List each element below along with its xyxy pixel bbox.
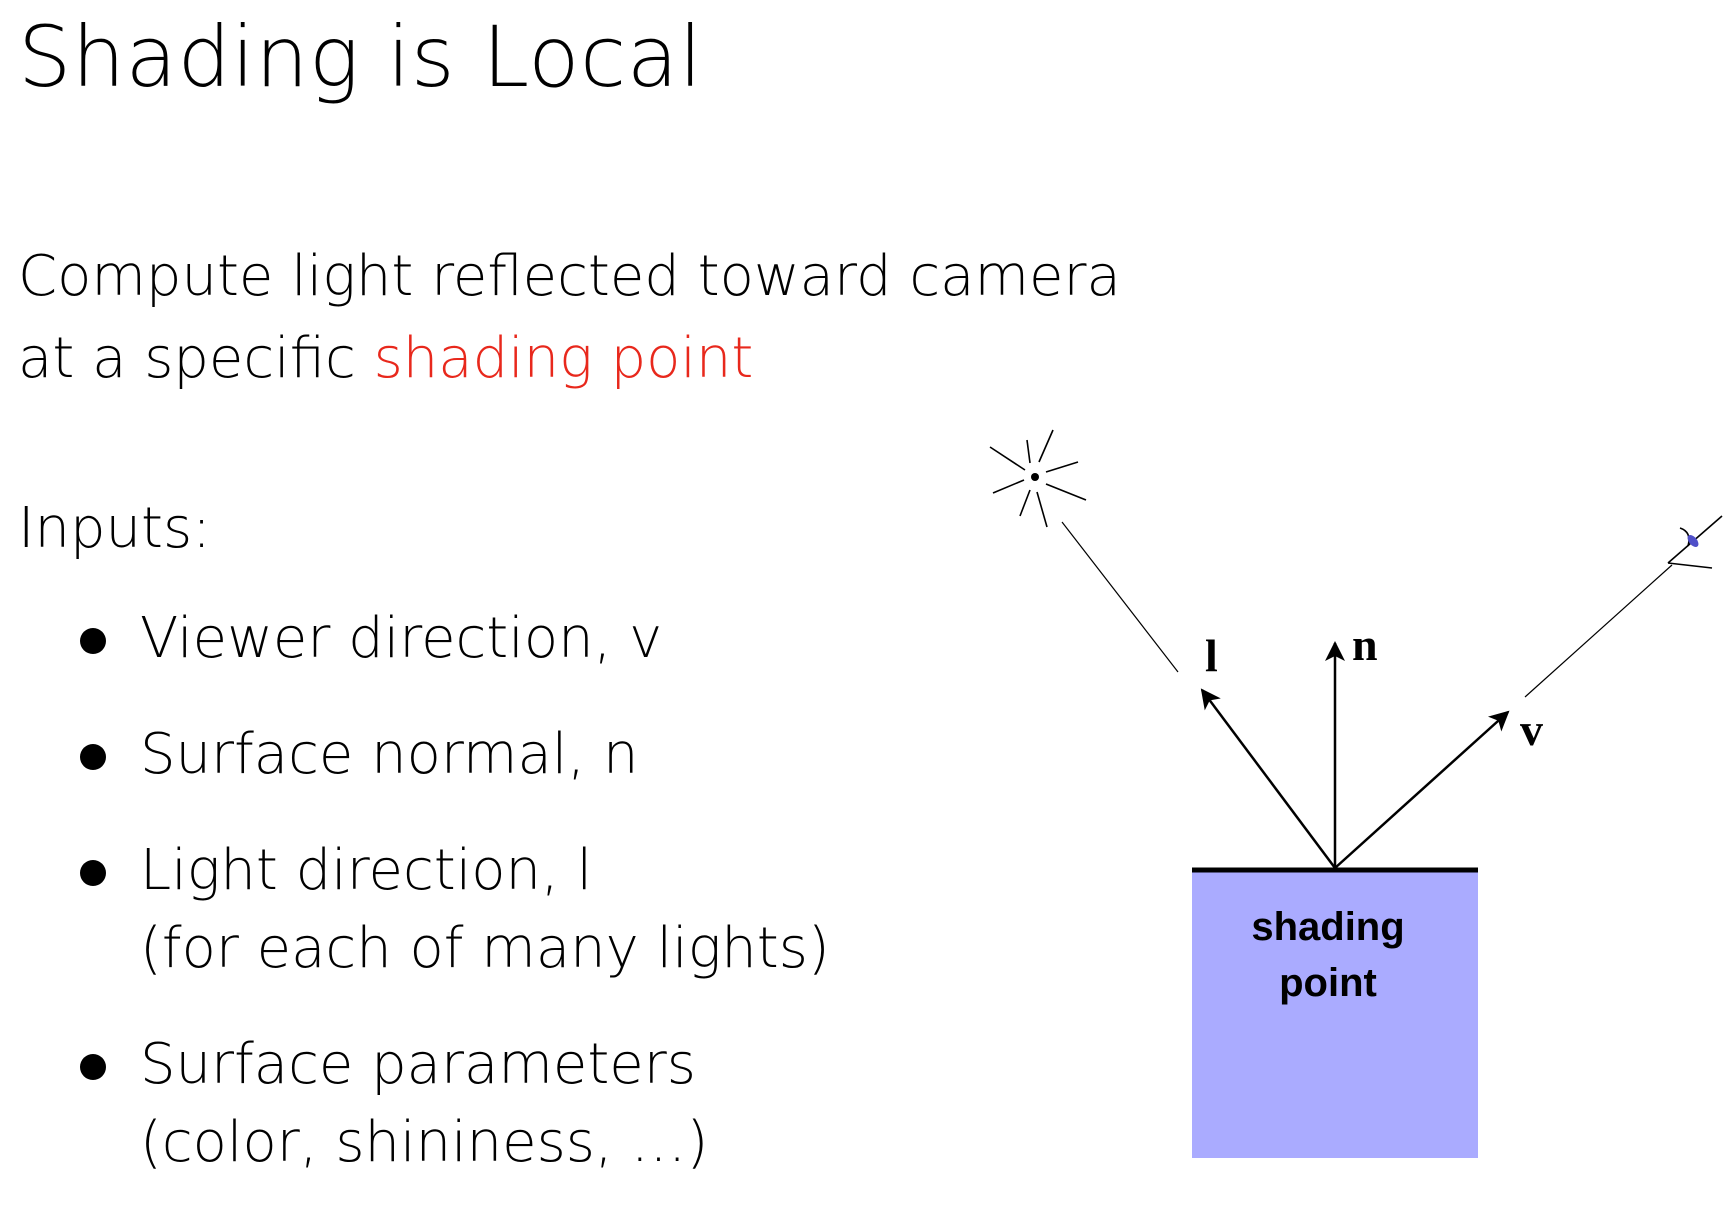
view-vector-arrow xyxy=(1335,712,1508,868)
slide-title: Shading is Local xyxy=(18,8,703,106)
lead-line-1: Compute light reflected toward camera xyxy=(18,244,1121,309)
eye-icon xyxy=(1668,516,1722,568)
lead-line-2-prefix: at a specific xyxy=(18,326,374,391)
view-ray-line xyxy=(1525,565,1672,697)
inputs-label: Inputs: xyxy=(18,496,212,561)
bullet-line: Viewer direction, v xyxy=(140,606,663,671)
bullet-line: Surface parameters xyxy=(140,1032,696,1097)
vector-label-v: v xyxy=(1520,704,1543,755)
box-label-line-1: shading xyxy=(1251,905,1405,949)
bullet-subline: (color, shininess, …) xyxy=(140,1110,709,1175)
bullet-line: Surface normal, n xyxy=(140,722,639,787)
light-vector-arrow xyxy=(1202,690,1335,868)
bullet-line: Light direction, l xyxy=(140,838,593,903)
vector-label-n: n xyxy=(1352,619,1378,670)
light-ray-line xyxy=(1062,522,1178,672)
light-source-icon xyxy=(990,430,1086,527)
shading-point-highlight: shading point xyxy=(373,326,754,391)
bullet-subline: (for each of many lights) xyxy=(140,916,830,981)
box-label-line-2: point xyxy=(1279,961,1377,1005)
vector-label-l: l xyxy=(1205,630,1218,681)
